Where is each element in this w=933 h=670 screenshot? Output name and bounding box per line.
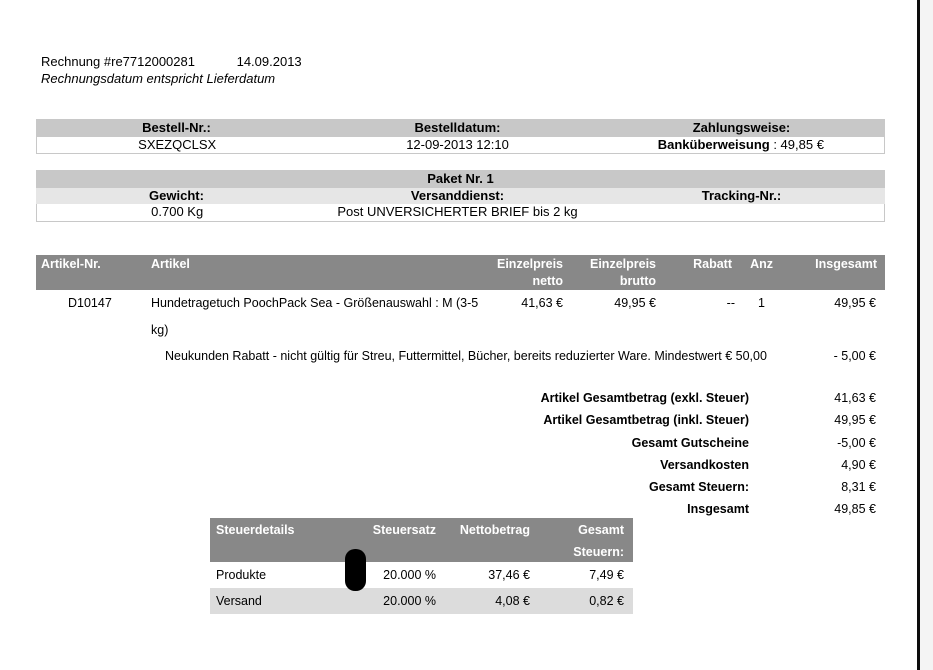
tax-row-tax: 0,82 €: [589, 594, 624, 608]
total-amount: 41,63 €: [834, 391, 876, 405]
tax-row-rate: 20.000 %: [383, 568, 436, 582]
tax-row-name: Produkte: [216, 568, 267, 582]
tax-header: [210, 518, 633, 562]
payment-value: [598, 137, 884, 153]
total-row: [400, 387, 880, 409]
total-row: [400, 454, 880, 476]
package-values: [36, 204, 885, 222]
invoice-date: 14.09.2013: [236, 54, 302, 69]
tax-col-total-2: Steuern:: [573, 545, 624, 559]
total-row: [400, 476, 880, 498]
total-label: Artikel Gesamtbetrag (exkl. Steuer): [540, 391, 749, 405]
item-article-line2: kg): [151, 323, 169, 337]
package-service: Post UNVERSICHERTER BRIEF bis 2 kg: [337, 204, 578, 219]
col-total: Insgesamt: [815, 257, 877, 271]
col-article-no: Artikel-Nr.: [41, 257, 101, 271]
item-article-no: D10147: [68, 296, 112, 310]
order-date-header: Bestelldatum:: [414, 120, 501, 135]
total-label: Versandkosten: [660, 457, 749, 472]
package-box: [36, 170, 885, 222]
tax-table: [210, 518, 633, 614]
col-discount: Rabatt: [693, 257, 732, 271]
tax-row-rate: 20.000 %: [383, 594, 436, 608]
item-article-line1: Hundetragetuch PoochPack Sea - Größenauswahl : M (3-5: [151, 296, 479, 310]
order-no: SXEZQCLSX: [138, 137, 217, 152]
payment-header: Zahlungsweise:: [692, 120, 791, 135]
tax-col-net: Nettobetrag: [459, 523, 530, 537]
order-info-header: [36, 119, 885, 137]
total-label: Artikel Gesamtbetrag (inkl. Steuer): [543, 413, 749, 428]
item-qty: 1: [758, 296, 765, 310]
invoice-note: Rechnungsdatum entspricht Lieferdatum: [41, 71, 276, 86]
payment-amount: : 49,85 €: [769, 137, 824, 152]
service-header: Versanddienst:: [410, 188, 505, 203]
discount-line-amount: - 5,00 €: [833, 349, 876, 363]
item-discount: --: [726, 296, 735, 310]
col-qty: Anz: [750, 257, 773, 271]
total-label: Gesamt Gutscheine: [631, 435, 749, 450]
item-unit-net: 41,63 €: [521, 296, 563, 310]
table-row: [36, 290, 885, 370]
invoice-header: [41, 53, 302, 87]
items-table: [36, 255, 885, 370]
order-date: 12-09-2013 12:10: [406, 137, 509, 152]
ink-blot: [345, 549, 366, 591]
payment-method: Banküberweisung: [657, 137, 770, 152]
tax-row-tax: 7,49 €: [589, 568, 624, 582]
tax-col-details: Steuerdetails: [216, 523, 295, 537]
order-info-box: [36, 119, 885, 154]
totals-block: [400, 387, 880, 521]
order-no-header: Bestell-Nr.:: [142, 120, 211, 135]
col-unit-net-1: Einzelpreis: [497, 257, 563, 271]
col-article: Artikel: [151, 257, 190, 271]
total-row: [400, 432, 880, 454]
col-unit-gross-2: brutto: [619, 274, 656, 288]
weight-header: Gewicht:: [149, 188, 204, 203]
package-weight: 0.700 Kg: [151, 204, 204, 219]
invoice-title-line: [41, 53, 302, 70]
items-header: [36, 255, 885, 290]
item-unit-gross: 49,95 €: [614, 296, 656, 310]
item-total: 49,95 €: [834, 296, 876, 310]
col-unit-net-2: netto: [532, 274, 563, 288]
total-amount: 8,31 €: [841, 480, 876, 495]
table-row: [210, 588, 633, 614]
discount-line-text: Neukunden Rabatt - nicht gültig für Streu, Futtermittel, Bücher, bereits reduzierter Ware. Mindestwert € 50,00: [165, 349, 767, 363]
page-edge-border: [917, 0, 920, 670]
total-row: [400, 409, 880, 431]
page-edge-background: [920, 0, 933, 670]
total-amount: 49,95 €: [834, 413, 876, 428]
package-tracking: [598, 204, 884, 221]
tracking-header: Tracking-Nr.:: [701, 188, 782, 203]
tax-row-name: Versand: [216, 594, 262, 608]
tax-row-net: 4,08 €: [495, 594, 530, 608]
tax-col-total-1: Gesamt: [578, 523, 624, 537]
total-label: Insgesamt: [687, 502, 749, 517]
table-row: [210, 562, 633, 588]
total-amount: 4,90 €: [841, 457, 876, 472]
total-label: Gesamt Steuern:: [648, 480, 749, 495]
total-amount: 49,85 €: [834, 502, 876, 517]
total-amount: -5,00 €: [837, 435, 876, 450]
order-info-values: [36, 137, 885, 154]
invoice-number: Rechnung #re7712000281: [41, 54, 195, 69]
package-title: Paket Nr. 1: [36, 170, 885, 188]
tax-row-net: 37,46 €: [488, 568, 530, 582]
package-header: [36, 188, 885, 204]
tax-col-rate: Steuersatz: [372, 523, 436, 537]
col-unit-gross-1: Einzelpreis: [590, 257, 656, 271]
